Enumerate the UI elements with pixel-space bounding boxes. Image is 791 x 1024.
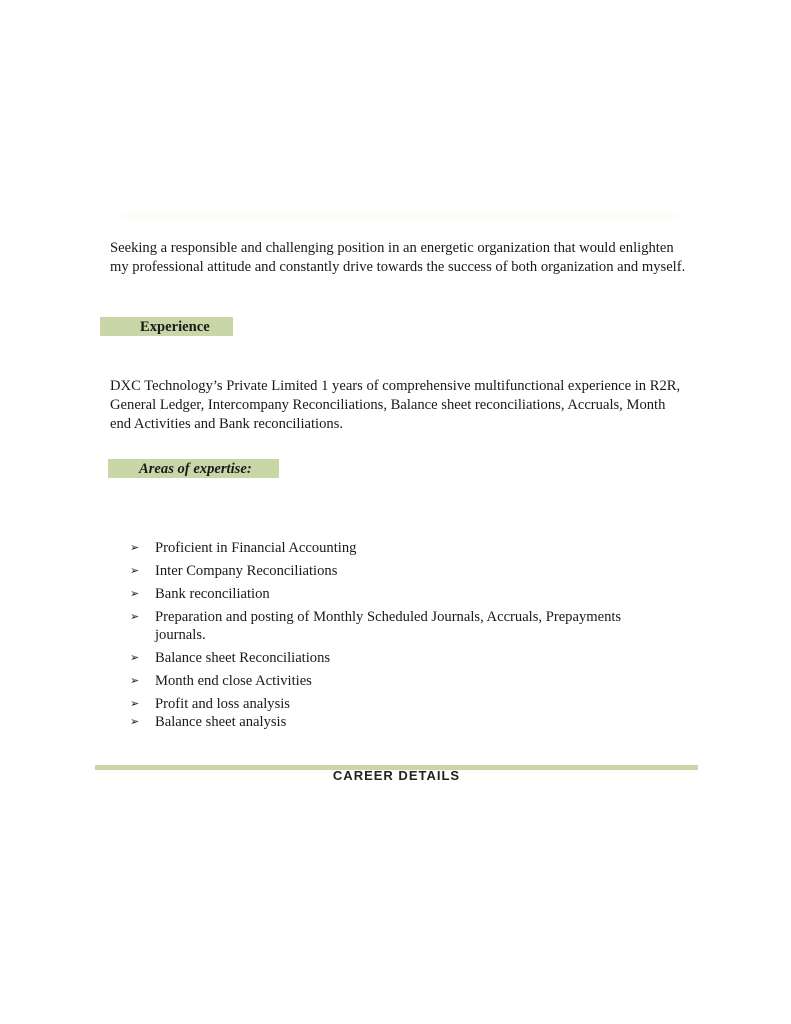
arrowhead-bullet-icon: ➢ [130,542,140,554]
list-item: ➢ Preparation and posting of Monthly Scheduled Journals, Accruals, Prepayments journals. [130,609,622,643]
arrowhead-bullet-icon: ➢ [130,698,140,710]
faint-divider-bar [122,211,678,221]
experience-heading-label: Experience [140,319,210,335]
experience-paragraph: DXC Technology’s Private Limited 1 years of comprehensive multifunctional experience in R2R, General Ledger, Intercompany Reconciliations, Balance sheet reconciliations, Accruals, Month end Activities and Bank reconciliations. [110,378,681,432]
expertise-list [130,539,670,731]
list-item: ➢ Profit and loss analysis [130,696,290,712]
list-item: ➢ Month end close Activities [130,673,312,689]
list-item: ➢ Inter Company Reconciliations [130,563,338,579]
arrowhead-bullet-icon: ➢ [130,716,140,728]
areas-of-expertise-heading [108,459,279,478]
career-details-heading: CAREER DETAILS [332,768,461,783]
experience-heading [100,317,233,336]
objective-paragraph: Seeking a responsible and challenging position in an energetic organization that would enlighten my professional attitude and constantly drive towards the success of both organization and myself. [110,240,686,275]
list-item: ➢ Proficient in Financial Accounting [130,540,357,556]
arrowhead-bullet-icon: ➢ [130,611,140,623]
arrowhead-bullet-icon: ➢ [130,588,140,600]
arrowhead-bullet-icon: ➢ [130,675,140,687]
list-item: ➢ Bank reconciliation [130,586,270,602]
areas-heading-label: Areas of expertise: [139,461,252,477]
arrowhead-bullet-icon: ➢ [130,652,140,664]
list-item: ➢ Balance sheet analysis [130,714,287,730]
list-item: ➢ Balance sheet Reconciliations [130,650,331,666]
arrowhead-bullet-icon: ➢ [130,565,140,577]
